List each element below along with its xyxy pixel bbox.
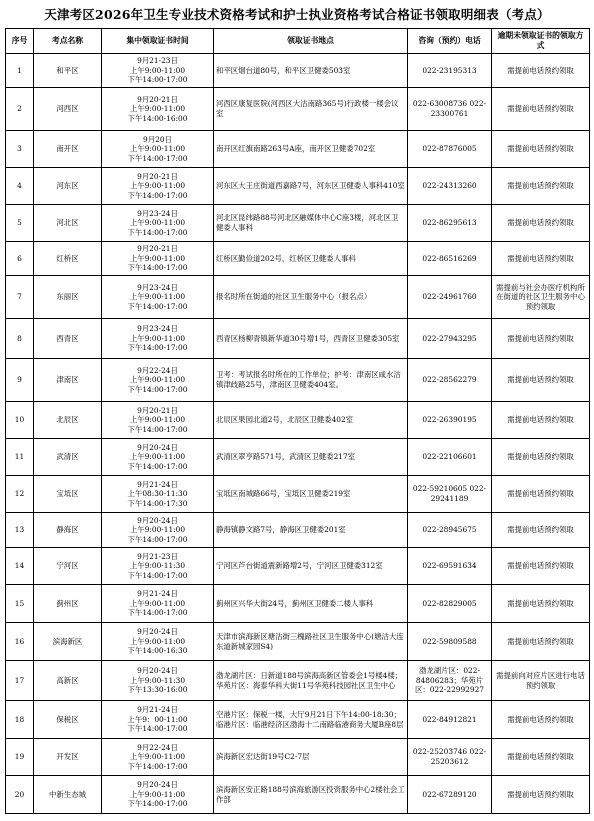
cell-overdue: 需提前电话预约领取 [492,319,590,359]
cell-place: 宁河区芦台街道震新路增2号，宁河区卫健委312室 [214,548,408,585]
time-line: 9月23-24日 [137,324,178,334]
cell-overdue: 需提前电话预约领取 [492,168,590,205]
time-line: 下午14:00-17:00 [127,190,188,200]
cell-site: 静海区 [34,513,102,548]
cell-place: 红桥区勤俭道202号，红桥区卫健委人事科 [214,242,408,276]
time-line: 下午14:00-17:00 [127,263,188,273]
cell-site: 河北区 [34,205,102,242]
cell-overdue: 需提前电话预约领取 [492,776,590,814]
header-phone: 咨询（预约）电话 [408,29,492,54]
cell-phone: 022-28945675 [408,513,492,548]
cell-phone: 022-82829005 [408,585,492,623]
cell-seq: 1 [6,54,34,88]
cell-time [102,88,214,131]
time-line: 上午9:00-11:00 [129,292,186,302]
time-line: 9月20-21日 [137,244,178,254]
cell-seq: 7 [6,276,34,319]
cell-site: 河西区 [34,88,102,131]
cell-phone: 022-24313260 [408,168,492,205]
cell-overdue: 需提前电话预约领取 [492,513,590,548]
cell-place: 武清区翠亨路571号，武清区卫健委217室 [214,439,408,476]
table-row [6,319,590,359]
cell-site: 武清区 [34,439,102,476]
time-line: 上午9:00-11:00 [129,218,186,228]
cell-phone: 022-28562279 [408,359,492,402]
table-header-row [6,29,590,54]
cell-seq: 10 [6,402,34,439]
table-row [6,739,590,776]
cell-time [102,242,214,276]
cell-place: 卫考：考试报名时所在的工作单位；护考：津南区咸水沽镇津歧路25号，津南区卫健委404室。 [214,359,408,402]
cell-site: 保税区 [34,701,102,739]
cell-place: 滨海新区宏达街19号C2-7层 [214,739,408,776]
header-site: 考点名称 [34,29,102,54]
cell-seq: 12 [6,476,34,513]
cell-overdue: 需提前电话预约领取 [492,131,590,168]
cell-time [102,402,214,439]
cell-overdue: 需提前电话预约领取 [492,205,590,242]
header-time: 集中领取证书时间 [102,29,214,54]
table-row [6,359,590,402]
time-line: 下午14:00-17:00 [127,608,188,618]
time-line: 下午14:00-17:00 [127,570,188,580]
cell-site: 高新区 [34,661,102,701]
table-row [6,439,590,476]
cell-time [102,276,214,319]
cell-place: 空港片区：保税一楼，大厅9月21日下午14:00-18:30；临港片区：临港经济区渤海十二南路临港商务大厦B座8层 [214,701,408,739]
cell-site: 宝坻区 [34,476,102,513]
table-row [6,168,590,205]
table-row [6,276,590,319]
cell-place: 河西区康复医院(河西区大沽南路365号)行政楼一楼会议室 [214,88,408,131]
time-line: 9月21-24日 [137,589,178,599]
cell-site: 蓟州区 [34,585,102,623]
table-row [6,88,590,131]
cell-place: 宝坻区南城路66号，宝坻区卫健委219室 [214,476,408,513]
header-place: 领取证书地点 [214,29,408,54]
cell-seq: 16 [6,623,34,661]
cell-overdue: 需提前电话预约领取 [492,439,590,476]
document-title: 天津考区2026年卫生专业技术资格考试和护士执业资格考试合格证书领取明细表（考点） [44,7,550,22]
time-line: 下午14:00-17:00 [127,343,188,353]
time-line: 上午9:00-11:30 [129,561,186,571]
cell-overdue: 需提前电话预约领取 [492,54,590,88]
cell-place: 天津市滨海新区塘沽街三槐路社区卫生服务中心(塘沽大连东道新城家园S4) [214,623,408,661]
cell-seq: 13 [6,513,34,548]
header-seq: 序号 [6,29,34,54]
cell-site: 和平区 [34,54,102,88]
cell-site: 北辰区 [34,402,102,439]
cell-time [102,548,214,585]
time-line: 9月20-24日 [137,780,178,790]
cell-time [102,476,214,513]
table-row [6,402,590,439]
time-line: 9月22-24日 [137,742,178,752]
cell-time [102,661,214,701]
cell-overdue: 需提前电话预约领取 [492,402,590,439]
time-line: 上午9:00-11:00 [129,104,186,114]
time-line: 9月21-23日 [137,56,178,66]
cell-phone: 022-87876005 [408,131,492,168]
time-line: 上午9:00-11:00 [129,525,186,535]
table-row [6,701,590,739]
cell-time [102,776,214,814]
time-line: 上午9:00-11:00 [129,598,186,608]
table-row [6,623,590,661]
table-row [6,776,590,814]
cell-place: 蓟州区兴华大街24号，蓟州区卫健委二楼人事科 [214,585,408,623]
cell-phone: 022-27943295 [408,319,492,359]
cell-time [102,739,214,776]
cell-site: 红桥区 [34,242,102,276]
cell-phone: 022-67289120 [408,776,492,814]
time-line: 上午9:00-11:30 [129,675,186,685]
cell-place: 河东区大王庄街道西嘉路7号，河东区卫健委人事科410室 [214,168,408,205]
time-line: 9月20-24日 [137,515,178,525]
table-row [6,205,590,242]
time-line: 上午9:00-11:00 [129,415,186,425]
cell-phone: 渤龙湖片区：022-84806283；华苑片区：022-22992927 [408,661,492,701]
cell-phone: 022-63008736 022-23300761 [408,88,492,131]
time-line: 9月20-21日 [137,405,178,415]
cell-phone: 022-84912821 [408,701,492,739]
time-line: 9月23-24日 [137,208,178,218]
time-line: 上午9:00-11:00 [129,144,186,154]
time-line: 9月22-24日 [137,365,178,375]
cell-phone: 022-86295613 [408,205,492,242]
table-body [6,54,590,814]
cell-phone: 022-23195313 [408,54,492,88]
cell-phone: 022-86516269 [408,242,492,276]
time-line: 9月23-24日 [137,282,178,292]
cell-site: 中新生态城 [34,776,102,814]
cell-overdue: 需提前电话预约领取 [492,476,590,513]
table-row [6,548,590,585]
time-line: 上午9:00-11:00 [129,181,186,191]
cell-site: 河东区 [34,168,102,205]
time-line: 下午14:00-16:30 [127,646,188,656]
cell-phone: 022-69591634 [408,548,492,585]
header-overdue: 逾期未领取证书的领取方式 [492,29,590,54]
cell-seq: 20 [6,776,34,814]
cell-overdue: 需提前与社会办医疗机构所在街道的社区卫生服务中心预约领取 [492,276,590,319]
time-line: 上午9:00-11:00 [129,636,186,646]
table-row [6,54,590,88]
time-line: 下午14:00-17:00 [127,75,188,85]
cell-place: 北辰区果园北道2号，北辰区卫健委402室 [214,402,408,439]
cell-seq: 4 [6,168,34,205]
cell-time [102,623,214,661]
cell-time [102,585,214,623]
cell-phone: 022-24961760 [408,276,492,319]
cell-place: 报名时所在街道的社区卫生服务中心（报名点） [214,276,408,319]
time-line: 上午9:00-11:00 [129,789,186,799]
time-line: 9月20日 [143,134,172,144]
time-line: 下午14:00-17:00 [127,153,188,163]
time-line: 9月20-21日 [137,171,178,181]
cell-place: 和平区烟台道80号，和平区卫健委503室 [214,54,408,88]
time-line: 下午14:00-17:30 [127,498,188,508]
time-line: 9月21-24日 [137,479,178,489]
cell-overdue: 需提前电话预约领取 [492,585,590,623]
cell-overdue: 需提前电话预约领取 [492,242,590,276]
time-line: 下午14:00-17:00 [127,461,188,471]
time-line: 上午9:00-11:00 [129,452,186,462]
time-line: 上午9:00-11:00 [129,253,186,263]
cell-overdue: 需提前电话预约领取 [492,739,590,776]
table-row [6,242,590,276]
time-line: 9月20-24日 [137,666,178,676]
cell-place: 滨海新区安正路188号滨海旅游区投资服务中心2楼社会工作部 [214,776,408,814]
certificate-table [5,28,590,814]
time-line: 9月20-21日 [137,94,178,104]
cell-site: 开发区 [34,739,102,776]
cell-site: 宁河区 [34,548,102,585]
cell-time [102,439,214,476]
table-row [6,661,590,701]
time-line: 上午9:00-11:00 [129,752,186,762]
cell-place: 西青区杨柳青镇新华道30号增1号，西青区卫健委305室 [214,319,408,359]
cell-time [102,319,214,359]
table-row [6,131,590,168]
cell-seq: 9 [6,359,34,402]
cell-phone: 022-59210605 022-29241189 [408,476,492,513]
cell-place: 河北区昆纬路88号河北区融媒体中心C座3楼，河北区卫健委人事科 [214,205,408,242]
table-row [6,476,590,513]
time-line: 下午14:00-17:00 [127,761,188,771]
cell-site: 滨海新区 [34,623,102,661]
time-line: 下午14:00-17:00 [127,301,188,311]
time-line: 下午14:00-16:00 [127,113,188,123]
cell-overdue: 需提前电话预约领取 [492,701,590,739]
cell-overdue: 需提前电话预约领取 [492,623,590,661]
cell-phone: 022-25203746 022-25203612 [408,739,492,776]
time-line: 下午14:00-17:00 [127,799,188,809]
cell-overdue: 需提前向对应片区进行电话预约领取 [492,661,590,701]
time-line: 上午9:00-11:00 [129,65,186,75]
cell-seq: 6 [6,242,34,276]
cell-time [102,168,214,205]
cell-site: 津南区 [34,359,102,402]
cell-time [102,359,214,402]
cell-seq: 5 [6,205,34,242]
cell-time [102,54,214,88]
cell-time [102,513,214,548]
cell-phone: 022-26390195 [408,402,492,439]
cell-place: 渤龙湖片区：日新道188号滨海高新区管委会1号楼4楼；华苑片区：海泰华科大街11号华苑科技园社区卫生中心 [214,661,408,701]
cell-site: 南开区 [34,131,102,168]
cell-time [102,131,214,168]
cell-seq: 18 [6,701,34,739]
cell-overdue: 需提前电话预约领取 [492,359,590,402]
cell-place: 南开区红旗南路263号A座，南开区卫健委702室 [214,131,408,168]
cell-seq: 11 [6,439,34,476]
cell-seq: 8 [6,319,34,359]
cell-site: 西青区 [34,319,102,359]
cell-seq: 2 [6,88,34,131]
time-line: 下午14:00-17:00 [127,424,188,434]
cell-seq: 19 [6,739,34,776]
cell-seq: 17 [6,661,34,701]
time-line: 下午13:30-16:00 [127,685,188,695]
cell-seq: 15 [6,585,34,623]
cell-site: 东丽区 [34,276,102,319]
time-line: 下午14:00-17:00 [127,227,188,237]
cell-time [102,205,214,242]
time-line: 下午14:00-17:00 [127,384,188,394]
time-line: 下午14:00-17:00 [127,534,188,544]
time-line: 9月21-23日 [137,551,178,561]
time-line: 上午08:30-11:30 [127,489,188,499]
time-line: 上午9：00-11:00 [127,714,188,724]
time-line: 9月21-24日 [137,705,178,715]
table-row [6,585,590,623]
cell-seq: 3 [6,131,34,168]
time-line: 上午9:00-11:00 [129,333,186,343]
cell-phone: 022-59809588 [408,623,492,661]
time-line: 上午9:00-11:00 [129,375,186,385]
time-line: 9月20-24日 [137,627,178,637]
cell-seq: 14 [6,548,34,585]
table-row [6,513,590,548]
cell-overdue: 需提前电话预约领取 [492,548,590,585]
time-line: 9月20-24日 [137,442,178,452]
cell-place: 静海镇静文路7号，静海区卫健委201室 [214,513,408,548]
cell-time [102,701,214,739]
cell-overdue: 需提前电话预约领取 [492,88,590,131]
time-line: 下午14:00-17:00 [127,724,188,734]
cell-phone: 022-22106601 [408,439,492,476]
